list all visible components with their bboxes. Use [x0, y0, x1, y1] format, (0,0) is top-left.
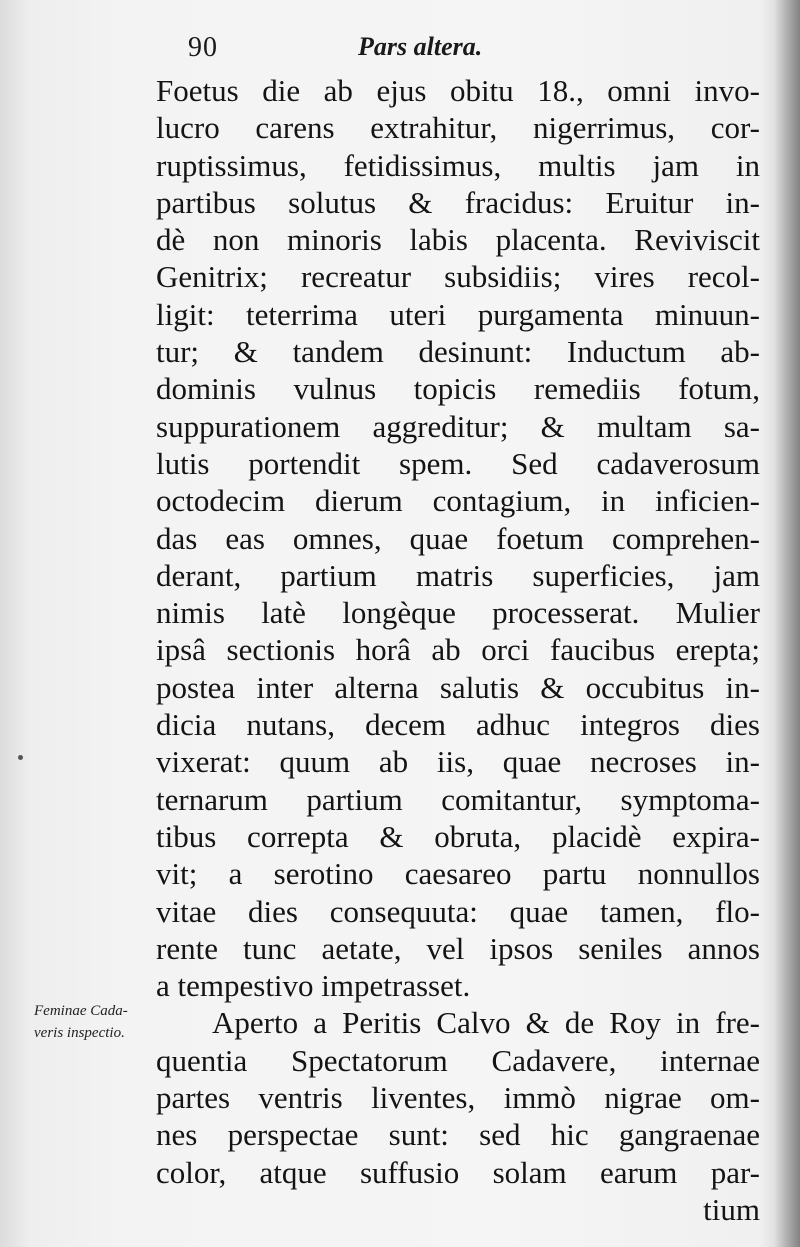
page-edge-shadow — [774, 0, 800, 1247]
text-line: vixerat: quum ab iis, quae necroses in- — [156, 744, 760, 780]
text-line: derant, partium matris superficies, jam — [156, 557, 760, 593]
text-line: dominis vulnus topicis remediis fotum, — [156, 371, 760, 407]
text-line: color, atque suffusio solam earum par- — [156, 1154, 760, 1190]
text-line: vit; a serotino caesareo partu nonnullos — [156, 856, 760, 892]
marginal-note-line: Feminae Cada- — [34, 1003, 128, 1019]
text-line: ternarum partium comitantur, symptoma- — [156, 781, 760, 817]
text-line: octodecim dierum contagium, in inficien- — [156, 483, 760, 519]
text-line: suppurationem aggreditur; & multam sa- — [156, 408, 760, 444]
text-line: Aperto a Peritis Calvo & de Roy in fre- — [212, 1005, 760, 1041]
marginal-note-line: veris inspectio. — [34, 1025, 125, 1041]
text-line: tur; & tandem desinunt: Inductum ab- — [156, 334, 760, 370]
text-line: postea inter alterna salutis & occubitus in- — [156, 669, 760, 705]
text-line: ipsâ sectionis horâ ab orci faucibus erepta; — [156, 632, 760, 668]
text-line: vitae dies consequuta: quae tamen, flo- — [156, 893, 760, 929]
text-line: dè non minoris labis placenta. Reviviscit — [156, 222, 760, 258]
text-line: lutis portendit spem. Sed cadaverosum — [156, 445, 760, 481]
ink-speck — [18, 755, 23, 760]
text-line: nes perspectae sunt: sed hic gangraenae — [156, 1117, 760, 1153]
marginal-note — [34, 1000, 174, 1044]
text-line: tibus correpta & obruta, placidè expira- — [156, 818, 760, 854]
text-line: partibus solutus & fracidus: Eruitur in- — [156, 184, 760, 220]
page-number: 90 — [188, 32, 218, 63]
text-line: lucro carens extrahitur, nigerrimus, cor- — [156, 110, 760, 146]
text-line: Foetus die ab ejus obitu 18., omni invo- — [156, 73, 760, 108]
catchword: tium — [703, 1191, 760, 1227]
text-line: nimis latè longèque processerat. Mulier — [156, 595, 760, 631]
text-line: das eas omnes, quae foetum comprehen- — [156, 520, 760, 556]
text-line: ligit: teterrima uteri purgamenta minuun- — [156, 296, 760, 332]
running-title: Pars altera. — [358, 32, 483, 61]
text-line: ruptissimus, fetidissimus, multis jam in — [156, 147, 760, 183]
running-head — [188, 30, 748, 70]
text-line: quentia Spectatorum Cadavere, internae — [156, 1042, 760, 1078]
text-line: dicia nutans, decem adhuc integros dies — [156, 707, 760, 743]
text-line: Genitrix; recreatur subsidiis; vires recol- — [156, 259, 760, 295]
body-text — [156, 72, 760, 1228]
text-line: rente tunc aetate, vel ipsos seniles annos — [156, 930, 760, 966]
paragraph-end-line: a tempestivo impetrasset. — [156, 968, 471, 1004]
text-line: partes ventris liventes, immò nigrae om- — [156, 1080, 760, 1116]
